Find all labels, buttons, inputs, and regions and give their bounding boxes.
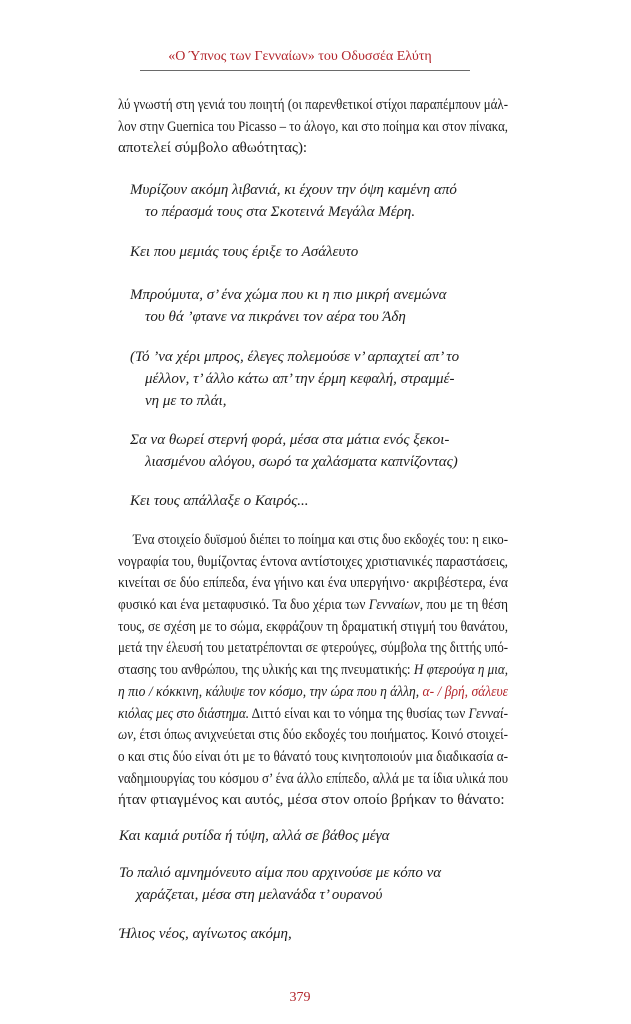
text-segment: , που με τη θέση [419, 597, 508, 614]
verse-text: το πέρασμά τους στα Σκοτεινά Μεγάλα Μέρη. [145, 204, 416, 220]
verse-text: Το παλιό αμνημόνευτο αίμα που αρχινούσε με κόπο να [119, 865, 442, 881]
verse-text: χαράζεται, μέσα στη μελανάδα τ’ ουρανού [136, 887, 383, 903]
paragraph-line [118, 95, 508, 117]
verse-line-continuation [145, 390, 508, 412]
verse-stanza [119, 862, 508, 906]
verse-line [119, 825, 508, 847]
line-text: ήταν φτιαγμένος και αυτός, μέσα στον οποίο βρήκαν το θάνατο: [118, 792, 505, 809]
verse-text: λιασμένου αλόγου, σωρό τα χαλάσματα καπνίζοντας) [145, 454, 458, 470]
verse-stanza [119, 923, 508, 945]
verse-line [130, 490, 508, 512]
paragraph-line [133, 530, 508, 552]
line-text: λον στην Guernica του Picasso – το άλογο, και στο ποίημα και στον πίνακα, [118, 118, 508, 135]
verse-text: Και καμιά ρυτίδα ή τύψη, αλλά σε βάθος μέγα [119, 828, 390, 844]
paragraph-line [118, 595, 508, 617]
italic-title-segment: Γενναίων [368, 597, 420, 614]
text-segment: φυσικό και ένα μεταφυσικό. Τα δυο χέρια των [118, 597, 369, 614]
line-text [118, 682, 508, 704]
line-text: ο και στις δύο είναι ότι με το θάνατό τους κινητοποιούν μια διαδικασία α- [118, 748, 508, 765]
paragraph-line [118, 660, 508, 682]
paragraph-line [118, 638, 508, 660]
paragraph-line [118, 790, 508, 812]
verse-text: μέλλον, τ’ άλλο κάτω απ’ την έρμη κεφαλή, στραμμέ- [145, 371, 455, 387]
verse-stanza [130, 490, 508, 512]
verse-line-continuation [145, 306, 508, 328]
italic-title-segment: ων [118, 727, 134, 744]
paragraph-line [118, 617, 508, 639]
verse-line [130, 179, 508, 201]
verse-text: νη με το πλάι, [145, 393, 227, 409]
line-text: αποτελεί σύμβολο αθωότητας): [118, 140, 308, 157]
line-text [118, 704, 508, 726]
italic-quote-segment: κιόλας μες στο διάστημα. [118, 705, 250, 722]
verse-stanza [130, 179, 508, 223]
verse-stanza [130, 429, 508, 473]
text-segment: Διττό είναι και το νόημα της θυσίας των [249, 705, 469, 722]
paragraph-2 [118, 530, 508, 812]
verse-text: Κει τους απάλλαξε ο Καιρός... [130, 493, 309, 509]
verse-line [130, 429, 508, 451]
verse-stanza [119, 825, 508, 847]
line-text: μετά την έλευσή του μετατρέπονται σε φτερούγες, σύμβολα της διττής υπό- [118, 640, 508, 657]
paragraph-line [118, 682, 508, 704]
italic-quote-segment: η πιο / κόκκινη, κάλυψε τον κόσμο, την ώρα που η άλλη, [118, 683, 423, 700]
paragraph-line [118, 552, 508, 574]
line-text: κινείται σε δύο επίπεδα, ένα γήινο και ένα υπεργήινο· ακριβέστερα, ένα [118, 575, 508, 592]
line-text [118, 725, 508, 747]
verse-line [130, 284, 508, 306]
verse-text: Σα να θωρεί στερνή φορά, μέσα στα μάτια ενός ξεκοι- [130, 432, 450, 448]
verse-line-continuation [145, 368, 508, 390]
paragraph-line [118, 117, 508, 139]
italic-quote-segment: Η φτερούγα η μια, [413, 662, 508, 679]
paragraph-line [118, 769, 508, 791]
line-text [118, 660, 508, 682]
verse-line [119, 862, 508, 884]
verse-text: Κει που μεμιάς τους έριξε το Ασάλευτο [130, 244, 359, 260]
header-rule [140, 70, 470, 71]
text-segment: στασης του ανθρώπου, της υλικής και της πνευματικής: [118, 662, 414, 679]
verse-line-continuation [136, 884, 508, 906]
line-text: νογραφία του, θυμίζοντας έντονα αντίστοιχες χριστιανικές παραστάσεις, [118, 553, 508, 570]
verse-text: (Τό ’να χέρι μπρος, έλεγες πολεμούσε ν’ αρπαχτεί απ’ το [130, 349, 460, 365]
paragraph-line [118, 704, 508, 726]
line-text [118, 595, 508, 617]
verse-stanza [130, 346, 508, 412]
verse-line [130, 346, 508, 368]
verse-text: του θά ’φτανε να πικράνει τον αέρα του Άδη [145, 309, 406, 325]
verse-stanza [130, 241, 508, 263]
paragraph-line [118, 573, 508, 595]
line-text: λύ γνωστή στη γενιά του ποιητή (οι παρενθετικοί στίχοι παραπέμπουν μάλ- [118, 97, 508, 113]
line-text: τους, σε σχέση με το σώμα, εκφράζουν τη δραματική στιγμή του θανάτου, [118, 618, 508, 635]
page-number: 379 [289, 990, 311, 1005]
paragraph-line [118, 747, 508, 769]
line-text: Ένα στοιχείο δυϊσμού διέπει το ποίημα και στις δυο εκδοχές του: η εικο- [133, 532, 508, 548]
paragraph-1 [118, 95, 508, 160]
verse-text: Ήλιος νέος, αγίνωτος ακόμη, [119, 926, 292, 942]
verse-line [130, 241, 508, 263]
text-segment: , έτσι όπως ανιχνεύεται στις δύο εκδοχές του ποιήματος. Κοινό στοιχεί- [133, 727, 509, 744]
verse-line [119, 923, 508, 945]
line-text: ναδημιουργίας του κόσμου σ’ ένα άλλο επίπεδο, αλλά με τα ίδια υλικά που [118, 770, 508, 787]
verse-text: Μυρίζουν ακόμη λιβανιά, κι έχουν την όψη καμένη από [130, 182, 457, 198]
paragraph-line [118, 138, 508, 160]
verse-line-continuation [145, 451, 508, 473]
red-quote-segment: α- / βρή, σάλευε [422, 683, 508, 700]
running-head: «Ο Ύπνος των Γενναίων» του Οδυσσέα Ελύτη [168, 49, 432, 64]
verse-stanza [130, 284, 508, 328]
paragraph-line [118, 725, 508, 747]
verse-text: Μπρούμυτα, σ’ ένα χώμα που κι η πιο μικρή ανεμώνα [130, 287, 447, 303]
italic-title-segment: Γενναί- [468, 705, 508, 722]
verse-line-continuation [145, 201, 508, 223]
